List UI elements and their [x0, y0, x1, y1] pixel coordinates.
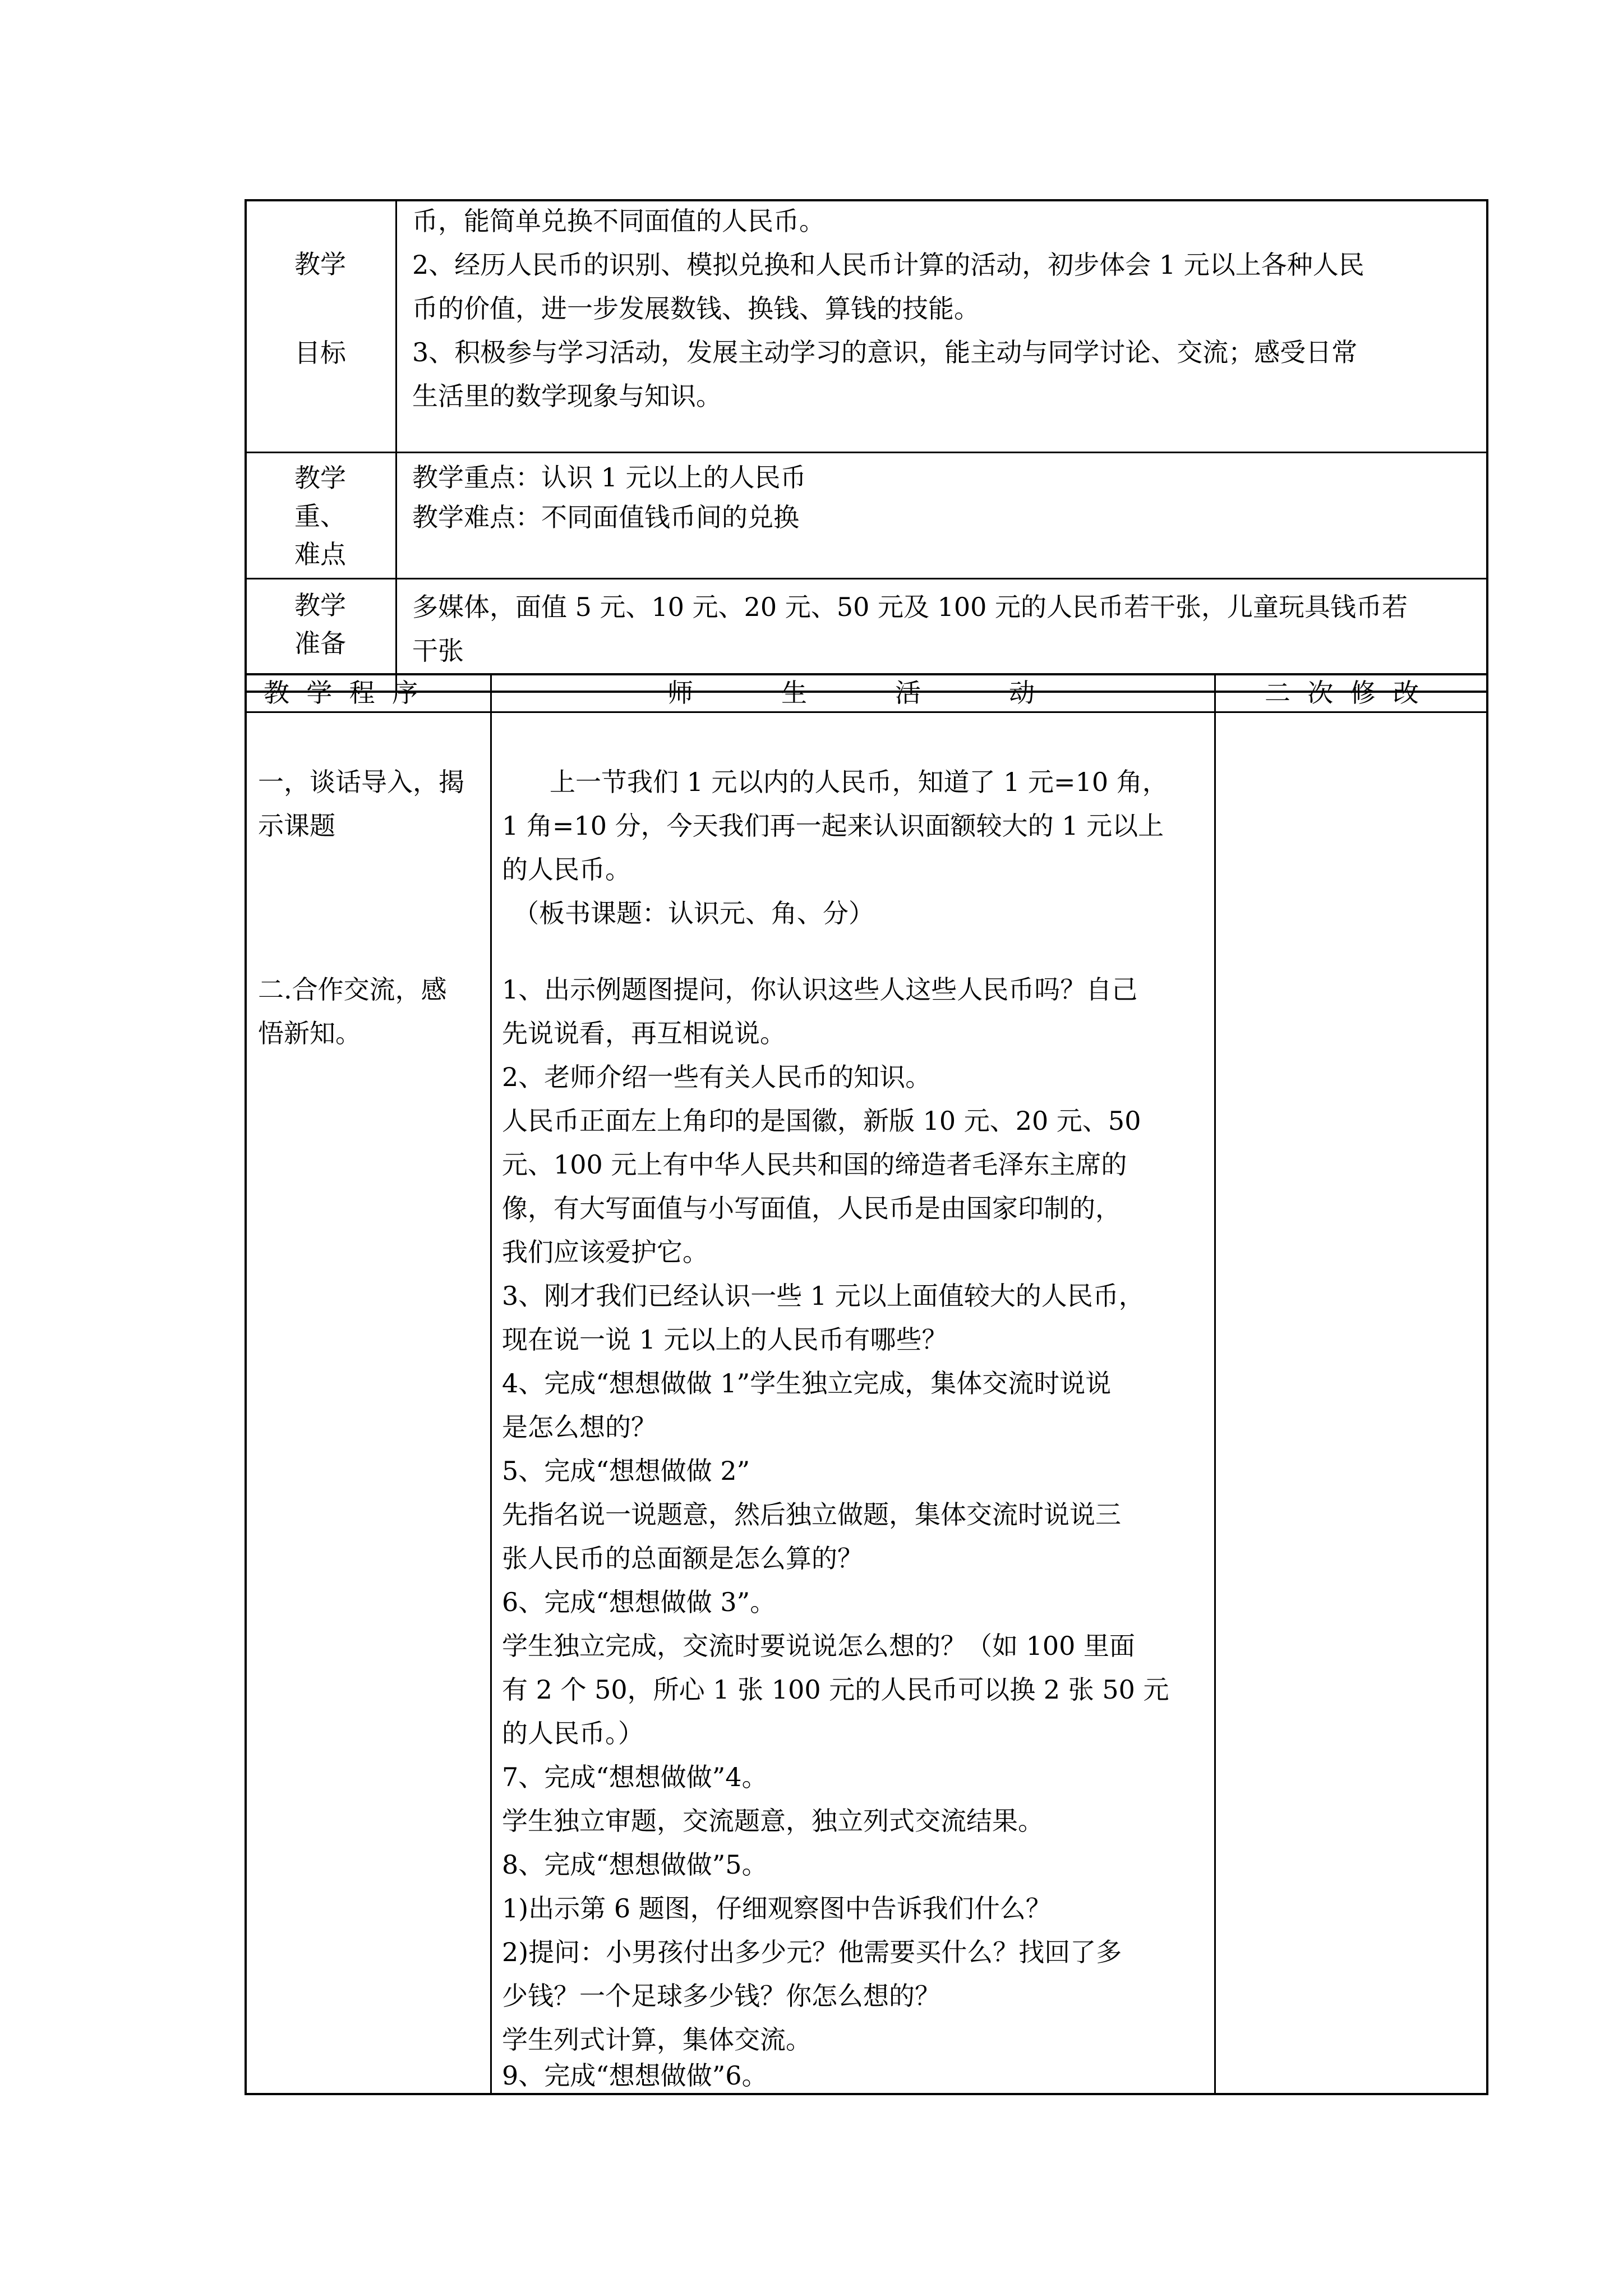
activity-line: 2)提问：小男孩付出多少元？他需要买什么？找回了多	[502, 1937, 1122, 1967]
activity-intro-line: 1 角=10 分，今天我们再一起来认识面额较大的 1 元以上	[502, 811, 1164, 841]
activity-line: 我们应该爱护它。	[502, 1237, 708, 1267]
prep-line: 干张	[412, 636, 464, 666]
row-divider	[245, 452, 1488, 453]
prep-line: 多媒体，面值 5 元、10 元、20 元、50 元及 100 元的人民币若干张，儿童玩具钱币若	[412, 592, 1408, 622]
activity-line: 6、完成“想想做做 3”。	[502, 1587, 776, 1617]
activity-line: 是怎么想的？	[502, 1412, 657, 1442]
keypoints-label: 难点	[294, 539, 346, 569]
objectives-label: 教学	[294, 249, 346, 279]
objectives-line: 币，能简单兑换不同面值的人民币。	[412, 206, 825, 236]
activity-line: 少钱？一个足球多少钱？你怎么想的？	[502, 1981, 940, 2011]
activity-line: 4、完成“想想做做 1”学生独立完成，集体交流时说说	[502, 1368, 1112, 1398]
activity-line: 的人民币。）	[502, 1718, 644, 1749]
activity-line: 有 2 个 50，所心 1 张 100 元的人民币可以换 2 张 50 元	[502, 1674, 1169, 1705]
column-divider	[1214, 673, 1216, 2095]
objectives-line: 3、积极参与学习活动，发展主动学习的意识，能主动与同学讨论、交流；感受日常	[412, 337, 1358, 367]
keypoints-line: 教学难点：不同面值钱币间的兑换	[412, 502, 799, 532]
activity-line: 3、刚才我们已经认识一些 1 元以上面值较大的人民币，	[502, 1281, 1145, 1311]
row-divider	[245, 578, 1488, 579]
activity-line: 先说说看，再互相说说。	[502, 1018, 786, 1048]
procedure-step-1: 示课题	[258, 811, 335, 841]
column-divider	[490, 673, 492, 2095]
activity-line: 7、完成“想想做做”4。	[502, 1762, 768, 1792]
activity-line: 人民币正面左上角印的是国徽，新版 10 元、20 元、50	[502, 1106, 1141, 1136]
activity-line: 像，有大写面值与小写面值，人民币是由国家印制的，	[502, 1193, 1121, 1223]
objectives-label: 目标	[294, 338, 346, 368]
activity-line: 学生独立审题，交流题意，独立列式交流结果。	[502, 1806, 1044, 1836]
header-program: 教 学 程 序	[264, 678, 418, 708]
activity-line: 5、完成“想想做做 2”	[502, 1456, 750, 1486]
procedure-step-2: 悟新知。	[258, 1018, 361, 1048]
objectives-line: 2、经历人民币的识别、模拟兑换和人民币计算的活动，初步体会 1 元以上各种人民	[412, 250, 1364, 280]
activity-line: 学生列式计算，集体交流。	[502, 2024, 811, 2055]
activity-line: 8、完成“想想做做”5。	[502, 1849, 768, 1880]
keypoints-label: 教学	[294, 463, 346, 493]
activity-line: 现在说一说 1 元以上的人民币有哪些？	[502, 1324, 948, 1355]
header-revision: 二 次 修 改	[1265, 678, 1419, 708]
keypoints-line: 教学重点：认识 1 元以上的人民币	[412, 462, 806, 493]
objectives-line: 币的价值，进一步发展数钱、换钱、算钱的技能。	[412, 293, 980, 324]
keypoints-label: 重、	[294, 501, 346, 531]
activity-line: 1、出示例题图提问，你认识这些人这些人民币吗？自己	[502, 974, 1138, 1005]
activity-intro-line: 上一节我们 1 元以内的人民币，知道了 1 元=10 角，	[550, 767, 1168, 797]
activity-line: 元、100 元上有中华人民共和国的缔造者毛泽东主席的	[502, 1149, 1127, 1180]
procedure-step-2: 二.合作交流，感	[258, 974, 447, 1005]
prep-label: 准备	[294, 628, 346, 659]
activity-intro-line: 的人民币。	[502, 854, 631, 885]
activity-line: 先指名说一说题意，然后独立做题，集体交流时说说三	[502, 1499, 1121, 1530]
activity-line: 学生独立完成，交流时要说说怎么想的？（如 100 里面	[502, 1631, 1136, 1661]
activity-intro-line: （板书课题：认识元、角、分）	[513, 898, 874, 928]
upper-table-divider	[395, 199, 397, 693]
prep-label: 教学	[294, 590, 346, 620]
objectives-line: 生活里的数学现象与知识。	[412, 381, 722, 411]
activity-line: 2、老师介绍一些有关人民币的知识。	[502, 1062, 932, 1092]
activity-line: 9、完成“想想做做”6。	[502, 2060, 768, 2091]
header-activity: 师 生 活 动	[667, 678, 1035, 708]
procedure-step-1: 一，谈话导入，揭	[258, 767, 464, 797]
activity-line: 张人民币的总面额是怎么算的？	[502, 1543, 863, 1573]
activity-line: 1)出示第 6 题图，仔细观察图中告诉我们什么？	[502, 1893, 1052, 1924]
header-divider	[245, 711, 1488, 713]
